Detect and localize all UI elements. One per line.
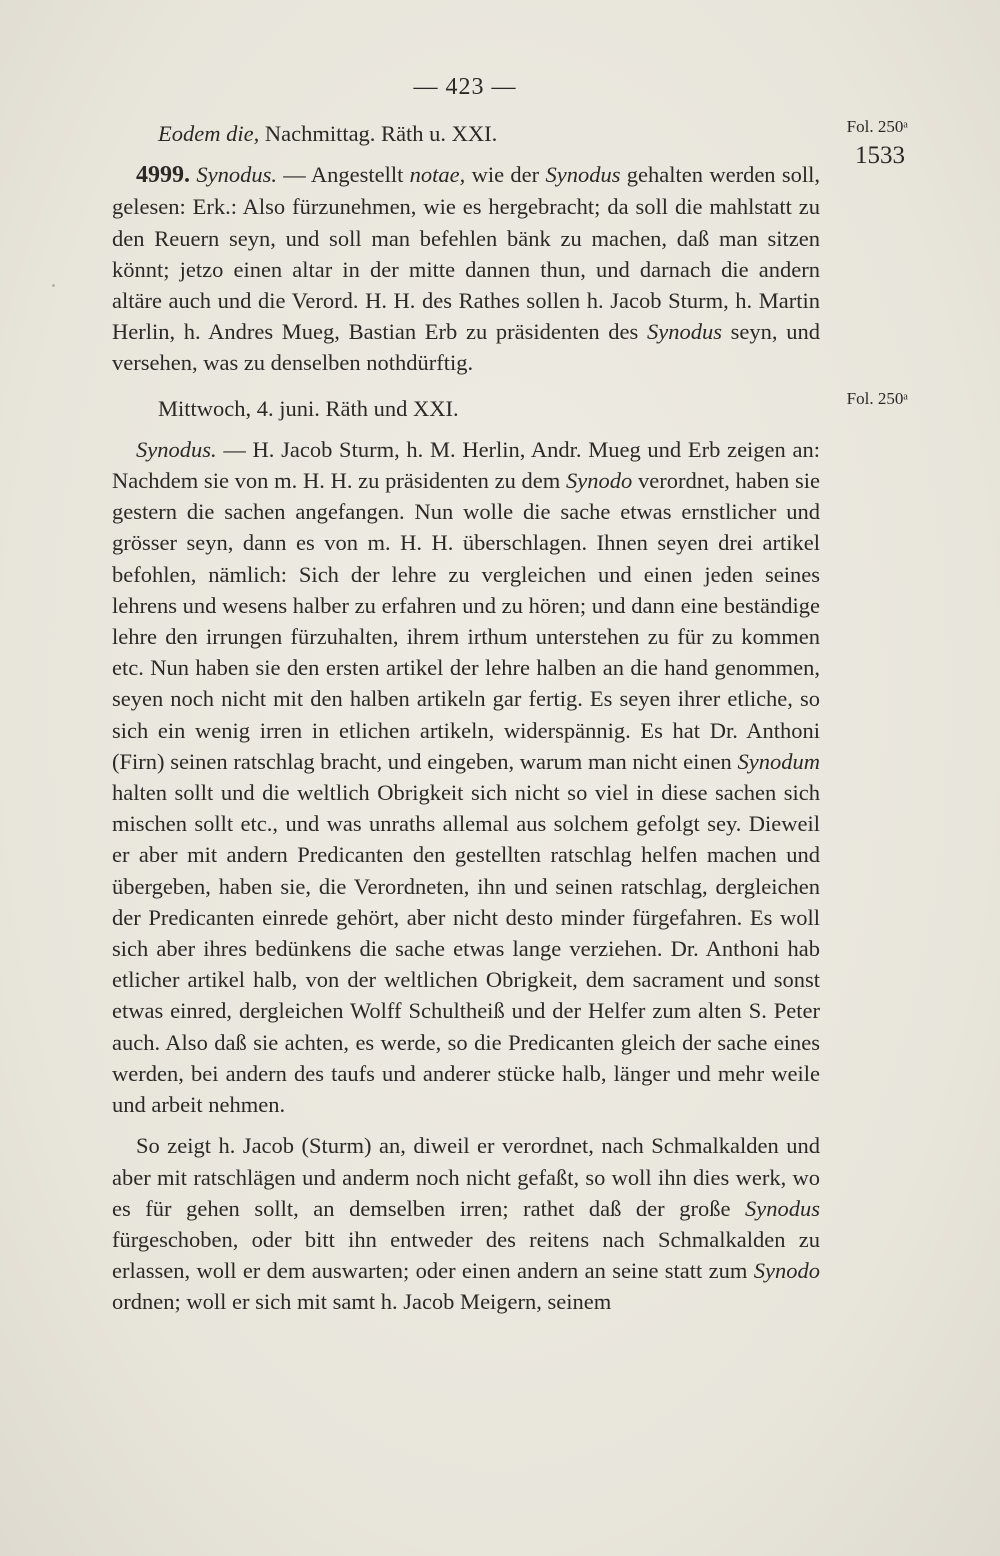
paragraph-text-italic: Synodo	[753, 1258, 820, 1284]
document-body	[112, 116, 820, 1318]
entry-text: — Angestellt	[276, 162, 410, 188]
date-line-2: Mittwoch, 4. juni. Räth und XXI.	[158, 395, 459, 421]
paragraph-text-italic: Synodus	[745, 1195, 820, 1221]
date-line-italic: Eodem die,	[158, 121, 260, 146]
paragraph-text: — H. Jacob Sturm, h. M. Herlin, Andr. Mueg und Erb zeigen an: Nachdem sie von m. H. H. zu präsidenten zu dem	[112, 436, 820, 494]
margin-folio-note: Fol. 250ᵃ	[846, 117, 908, 136]
paragraph-text-italic: Synodo	[566, 468, 633, 494]
date-line-rest: Nachmittag. Räth u. XXI.	[259, 121, 498, 146]
entry-subject: Synodus.	[196, 162, 277, 188]
entry-text-italic: Synodus	[545, 162, 621, 188]
entry-text-italic: Synodus	[646, 319, 722, 345]
paragraph-sturm	[112, 1130, 820, 1317]
entry-text: seyn, und versehen, was zu denselben nothdürftig.	[112, 319, 820, 376]
margin-folio-note-2: Fol. 250ᵃ	[846, 389, 908, 408]
date-line-1	[112, 118, 820, 149]
margin-year-note: 1533	[855, 142, 905, 169]
entry-text: wie der	[465, 162, 546, 188]
entry-number: 4999.	[136, 162, 190, 189]
paragraph-text: halten sollt und die weltlich Obrigkeit sich nicht so viel in diese sachen sich mischen sollt etc., und was unraths allemal aus solchem gefolgt sey. Dieweil er aber mit andern Predicanten den gestellten ratschlag helfen machen und übergeben, haben sie, die Verordneten, ihn und seinen ratschlag, dergleichen der Predicanten einrede gehört, aber nicht desto minder fürgefahren. Es woll sich aber ihres bedünkens die sache etwas lange verziehen. Dr. Anthoni hab etlicher artikel halb, von der weltlichen Obrigkeit, dem sacrament und sonst etwas einred, dergleichen Wolff Schultheiß und der Helfer zum alten S. Peter auch. Also daß sie achten, es werde, so die Predicanten gleich der sache eines werden, bei andern des taufs und anderer stücke halb, länger und mehr weile und arbeit nehmen.	[112, 780, 820, 1118]
page-number: — 423 —	[413, 74, 517, 100]
paragraph-text-italic: Synodum	[737, 748, 820, 774]
entry-text-italic: notae,	[409, 162, 466, 188]
paragraph-text: ordnen; woll er sich mit samt h. Jacob Meigern, seinem	[112, 1289, 612, 1315]
paragraph-text: So zeigt h. Jacob (Sturm) an, diweil er verordnet, nach Schmalkalden und aber mit ratschlägen und anderm noch nicht gefaßt, so woll ihn dies werk, wo es für gehen sollt, an demselben irren; rathet daß der große	[112, 1133, 820, 1221]
entry-4999	[112, 159, 820, 378]
paragraph-subject: Synodus.	[136, 436, 217, 462]
paragraph-text: fürgeschoben, oder bitt ihn entweder des reitens nach Schmalkalden zu erlassen, woll er dem auswarten; oder einen andern an seine statt zum	[112, 1226, 820, 1284]
entry-text: gehalten werden soll, gelesen: Erk.: Also fürzunehmen, wie es hergebracht; da soll die mahlstatt zu den Reuern seyn, und soll man befehlen bänk zu machen, daß man sitzen könnt; jetzo einen altar in der mitte dannen thun, und darnach die andern altäre auch und die Verord. H. H. des Rathes sollen h. Jacob Sturm, h. Martin Herlin, h. Andres Mueg, Bastian Erb zu präsidenten des	[112, 162, 821, 345]
paper-speck	[52, 284, 55, 287]
paragraph-text: verordnet, haben sie gestern die sachen angefangen. Nun wolle die sache etwas ernstlicher und grösser seyn, dann es von m. H. H. überschlagen. Ihnen seyen drei artikel befohlen, nämlich: Sich der lehre zu vergleichen und einen jeden seines lehrens und wesens halber zu erfahren und zu hören; und dann eine beständige lehre den irrungen fürzuhalten, ihrem irthum unterstehen zu für zu kommen etc. Nun haben sie den ersten artikel der lehre halben an die hand genommen, seyen noch nicht mit den halben artikeln gar fertig. Es seyen ihrer etliche, so sich ein wenig irren in etlichen artikeln, widerspännig. Es hat Dr. Anthoni (Firn) seinen ratschlag bracht, und eingeben, warum man nicht einen	[112, 468, 820, 774]
paragraph-synodus-report	[112, 434, 820, 1120]
